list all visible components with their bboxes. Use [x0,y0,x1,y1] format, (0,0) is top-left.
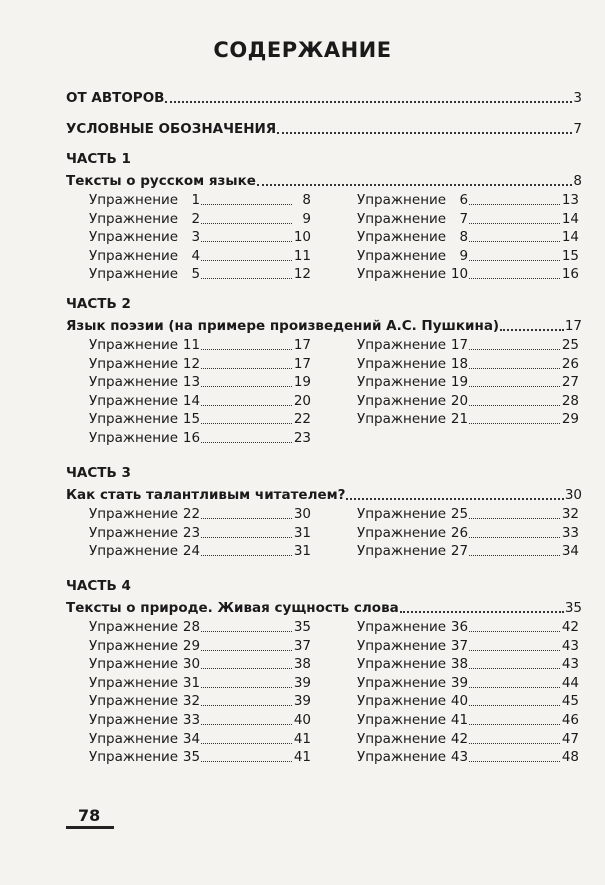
leader-dots [469,240,560,242]
leader-dots [469,686,560,688]
exercise-entry[interactable] [89,265,311,283]
leader-dots [201,667,292,669]
exercise-entry[interactable] [357,542,579,560]
exercise-page: 32 [561,506,579,522]
exercise-page: 30 [293,506,311,522]
exercise-page: 15 [561,247,579,264]
part-subtitle: Язык поэзии (на примере произведений А.С. Пушкина) [66,318,500,334]
exercise-entry[interactable] [89,392,311,410]
exercise-label: Упражнение [89,192,179,208]
toc-authors-page: 3 [573,90,582,106]
exercise-entry[interactable] [89,355,311,373]
leader-dots [469,422,560,424]
leader-dots [201,630,292,632]
exercise-label: Упражнение [357,693,447,710]
exercise-number: 30 [182,656,201,673]
exercise-page: 29 [561,411,579,428]
part-page: 30 [564,487,582,503]
exercise-entry[interactable] [89,373,311,391]
exercise-number: 20 [450,392,469,409]
leader-dots [201,404,292,406]
exercise-label: Упражнение [357,543,447,560]
leader-dots [469,404,560,406]
exercise-page: 14 [561,210,579,227]
exercise-page: 40 [293,712,311,728]
part-subtitle: Тексты о русском языке [66,173,256,189]
exercise-label: Упражнение [89,693,179,710]
exercise-page: 12 [293,266,311,283]
exercise-entry[interactable] [89,674,311,692]
exercise-number: 2 [191,210,201,227]
leader-dots [201,240,292,242]
exercise-page: 47 [561,730,579,747]
exercise-number: 35 [182,749,201,766]
leader-dots [469,367,560,369]
toc-symbols-page: 7 [573,121,582,137]
part-subtitle-line[interactable] [66,599,582,617]
exercise-label: Упражнение [357,374,447,391]
part-heading: ЧАСТЬ 1 [66,151,131,167]
part-subtitle: Как стать талантливым читателем? [66,487,346,503]
exercise-number: 8 [459,229,469,246]
exercise-number: 37 [450,637,469,654]
leader-dots [469,277,560,279]
exercise-label: Упражнение [89,392,179,409]
exercise-label: Упражнение [357,712,447,728]
exercise-label: Упражнение [357,637,447,654]
exercise-label: Упражнение [89,524,179,541]
leader-dots [400,610,564,613]
exercise-entry[interactable] [357,191,579,209]
exercise-entry[interactable] [89,429,311,447]
leader-dots [469,723,560,725]
exercise-label: Упражнение [89,674,179,691]
leader-dots [201,277,292,279]
exercise-label: Упражнение [89,355,179,372]
leader-dots [469,348,560,350]
exercise-page: 17 [293,355,311,372]
exercise-number: 28 [182,619,201,635]
exercise-page: 39 [293,693,311,710]
exercise-entry[interactable] [357,228,579,246]
part-subtitle-line[interactable] [66,172,582,190]
exercise-page: 25 [561,337,579,353]
exercise-label: Упражнение [357,210,447,227]
leader-dots [346,497,563,500]
exercise-number: 41 [450,712,469,728]
exercise-entry[interactable] [357,247,579,265]
exercise-entry[interactable] [357,655,579,673]
exercise-number: 38 [450,656,469,673]
exercise-page: 45 [561,693,579,710]
exercise-label: Упражнение [89,619,179,635]
exercise-entry[interactable] [357,692,579,710]
leader-dots [469,259,560,261]
exercise-page: 14 [561,229,579,246]
exercise-page: 20 [293,392,311,409]
exercise-page: 28 [561,392,579,409]
leader-dots [469,203,560,205]
page-number-underline [66,826,114,829]
exercise-number: 4 [191,247,201,264]
exercise-label: Упражнение [357,266,447,283]
exercise-page: 31 [293,524,311,541]
leader-dots [257,183,572,186]
page-title: СОДЕРЖАНИЕ [213,38,392,62]
page-number: 78 [78,806,101,825]
exercise-label: Упражнение [357,411,447,428]
exercise-label: Упражнение [89,411,179,428]
exercise-label: Упражнение [89,430,179,446]
exercise-page: 23 [293,430,311,446]
exercise-label: Упражнение [89,506,179,522]
exercise-entry[interactable] [357,674,579,692]
part-page: 17 [564,318,582,334]
exercise-page: 38 [293,656,311,673]
toc-authors[interactable] [66,89,582,107]
exercise-number: 13 [182,374,201,391]
exercise-label: Упражнение [357,192,447,208]
exercise-entry[interactable] [89,637,311,655]
exercise-page: 33 [561,524,579,541]
exercise-page: 46 [561,712,579,728]
exercise-entry[interactable] [89,655,311,673]
exercise-entry[interactable] [89,524,311,542]
leader-dots [201,704,292,706]
exercise-label: Упражнение [357,674,447,691]
leader-dots [201,441,292,443]
exercise-entry[interactable] [357,618,579,636]
part-heading: ЧАСТЬ 4 [66,578,131,594]
exercise-label: Упражнение [357,730,447,747]
exercise-page: 34 [561,543,579,560]
exercise-entry[interactable] [357,392,579,410]
exercise-number: 24 [182,543,201,560]
exercise-label: Упражнение [89,749,179,766]
leader-dots [469,385,560,387]
exercise-page: 22 [293,411,311,428]
exercise-entry[interactable] [357,373,579,391]
toc-symbols-label: УСЛОВНЫЕ ОБОЗНАЧЕНИЯ [66,121,277,137]
exercise-page: 44 [561,674,579,691]
exercise-page: 8 [302,192,311,208]
exercise-page: 13 [561,192,579,208]
exercise-number: 42 [450,730,469,747]
exercise-number: 29 [182,637,201,654]
exercise-entry[interactable] [89,336,311,354]
leader-dots [201,723,292,725]
leader-dots [201,742,292,744]
part-page: 8 [573,173,582,189]
exercise-page: 48 [561,749,579,766]
exercise-entry[interactable] [357,730,579,748]
exercise-entry[interactable] [89,692,311,710]
part-subtitle: Тексты о природе. Живая сущность слова [66,600,399,616]
exercise-page: 35 [293,619,311,635]
exercise-number: 12 [182,355,201,372]
exercise-label: Упражнение [357,656,447,673]
exercise-number: 40 [450,693,469,710]
exercise-page: 41 [293,730,311,747]
exercise-page: 9 [302,210,311,227]
exercise-entry[interactable] [357,210,579,228]
leader-dots [201,385,292,387]
exercise-label: Упражнение [89,247,179,264]
leader-dots [469,742,560,744]
exercise-entry[interactable] [89,247,311,265]
exercise-entry[interactable] [357,410,579,428]
exercise-label: Упражнение [89,730,179,747]
exercise-entry[interactable] [357,265,579,283]
exercise-label: Упражнение [89,712,179,728]
exercise-page: 26 [561,355,579,372]
exercise-entry[interactable] [357,637,579,655]
toc-authors-label: ОТ АВТОРОВ [66,90,165,106]
exercise-entry[interactable] [89,228,311,246]
exercise-entry[interactable] [89,748,311,766]
part-page: 35 [564,600,582,616]
exercise-number: 43 [450,749,469,766]
exercise-number: 14 [182,392,201,409]
leader-dots [201,536,292,538]
leader-dots [500,328,564,331]
leader-dots [469,517,560,519]
exercise-number: 21 [450,411,469,428]
exercise-entry[interactable] [357,505,579,523]
leader-dots [469,667,560,669]
leader-dots [201,517,292,519]
exercise-label: Упражнение [357,247,447,264]
leader-dots [469,704,560,706]
exercise-number: 33 [182,712,201,728]
exercise-label: Упражнение [89,656,179,673]
exercise-number: 16 [182,430,201,446]
exercise-label: Упражнение [357,392,447,409]
exercise-page: 43 [561,656,579,673]
exercise-number: 10 [450,266,469,283]
part-heading: ЧАСТЬ 3 [66,465,131,481]
leader-dots [201,649,292,651]
exercise-entry[interactable] [357,711,579,729]
exercise-entry[interactable] [89,542,311,560]
exercise-entry[interactable] [89,505,311,523]
exercise-label: Упражнение [357,524,447,541]
exercise-number: 7 [459,210,469,227]
exercise-label: Упражнение [357,229,447,246]
exercise-label: Упражнение [89,210,179,227]
leader-dots [201,259,292,261]
exercise-label: Упражнение [89,337,179,353]
exercise-entry[interactable] [89,410,311,428]
exercise-number: 17 [450,337,469,353]
exercise-page: 19 [293,374,311,391]
exercise-number: 5 [191,266,201,283]
leader-dots [201,222,292,224]
exercise-label: Упражнение [89,266,179,283]
exercise-number: 31 [182,674,201,691]
leader-dots [201,686,292,688]
exercise-number: 19 [450,374,469,391]
exercise-label: Упражнение [89,543,179,560]
exercise-entry[interactable] [357,524,579,542]
part-subtitle-line[interactable] [66,486,582,504]
exercise-number: 23 [182,524,201,541]
exercise-entry[interactable] [357,355,579,373]
exercise-entry[interactable] [357,748,579,766]
leader-dots [469,760,560,762]
leader-dots [201,422,292,424]
toc-symbols[interactable] [66,120,582,138]
exercise-label: Упражнение [89,374,179,391]
exercise-label: Упражнение [357,506,447,522]
exercise-label: Упражнение [89,637,179,654]
exercise-page: 16 [561,266,579,283]
exercise-number: 36 [450,619,469,635]
leader-dots [165,100,572,103]
exercise-page: 39 [293,674,311,691]
exercise-page: 11 [293,247,311,264]
exercise-page: 31 [293,543,311,560]
leader-dots [469,649,560,651]
leader-dots [469,222,560,224]
exercise-number: 11 [182,337,201,353]
exercise-label: Упражнение [357,337,447,353]
exercise-label: Упражнение [357,749,447,766]
exercise-page: 42 [561,619,579,635]
exercise-entry[interactable] [357,336,579,354]
leader-dots [469,554,560,556]
leader-dots [201,554,292,556]
exercise-entry[interactable] [89,210,311,228]
exercise-label: Упражнение [89,229,179,246]
leader-dots [469,536,560,538]
exercise-number: 3 [191,229,201,246]
exercise-entry[interactable] [89,711,311,729]
exercise-number: 32 [182,693,201,710]
exercise-page: 10 [293,229,311,246]
leader-dots [277,131,572,134]
exercise-page: 41 [293,749,311,766]
exercise-entry[interactable] [89,730,311,748]
leader-dots [201,203,292,205]
exercise-number: 25 [450,506,469,522]
exercise-number: 27 [450,543,469,560]
exercise-number: 34 [182,730,201,747]
exercise-number: 15 [182,411,201,428]
exercise-number: 18 [450,355,469,372]
exercise-number: 22 [182,506,201,522]
exercise-number: 39 [450,674,469,691]
exercise-number: 1 [191,192,201,208]
exercise-entry[interactable] [89,618,311,636]
leader-dots [201,348,292,350]
exercise-page: 27 [561,374,579,391]
leader-dots [201,367,292,369]
part-heading: ЧАСТЬ 2 [66,296,131,312]
exercise-label: Упражнение [357,355,447,372]
exercise-number: 26 [450,524,469,541]
exercise-page: 43 [561,637,579,654]
part-subtitle-line[interactable] [66,317,582,335]
exercise-number: 6 [459,192,469,208]
exercise-page: 37 [293,637,311,654]
exercise-number: 9 [459,247,469,264]
exercise-page: 17 [293,337,311,353]
leader-dots [469,630,560,632]
exercise-label: Упражнение [357,619,447,635]
exercise-entry[interactable] [89,191,311,209]
leader-dots [201,760,292,762]
